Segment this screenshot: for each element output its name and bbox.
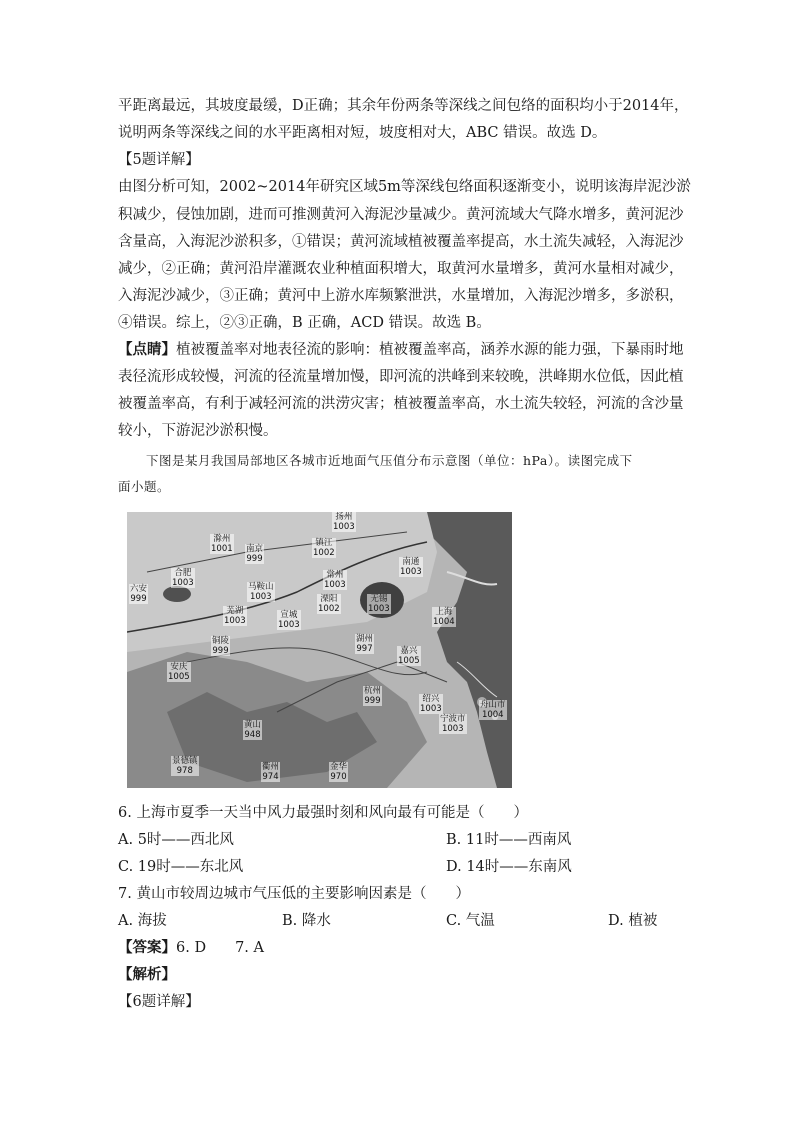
text-line: 积减少，侵蚀加剧，进而可推测黄河入海泥沙量减少。黄河流域大气降水增多，黄河泥沙	[118, 207, 684, 223]
city-label: 滁州 1001	[211, 534, 233, 554]
city-label: 景德镇 978	[172, 756, 198, 776]
tip-text: 植被覆盖率对地表径流的影响：植被覆盖率高，涵养水源的能力强，下暴雨时地	[176, 342, 684, 358]
section-heading: 【5题详解】	[118, 152, 200, 168]
q7-option-b: B. 降水	[282, 913, 331, 929]
q6-option-a: A. 5时——西北风	[118, 832, 234, 848]
answer-text: 6. D 7. A	[176, 940, 264, 956]
city-label: 芜湖 1003	[224, 606, 246, 626]
city-label: 宁波市 1003	[440, 714, 466, 734]
q7-option-a: A. 海拔	[118, 913, 167, 929]
city-label: 绍兴 1003	[420, 694, 442, 714]
pressure-map	[127, 512, 512, 788]
section-heading: 【6题详解】	[118, 994, 200, 1010]
city-label: 舟山市 1004	[480, 700, 506, 720]
text-line: 含量高，入海泥沙淤积多，①错误；黄河流域植被覆盖率提高，水土流失减轻，入海泥沙	[118, 234, 684, 250]
city-label: 宣城 1003	[278, 610, 300, 630]
city-label: 无锡 1003	[368, 594, 390, 614]
city-label: 金华 970	[330, 762, 348, 782]
city-label: 南通 1003	[400, 557, 422, 577]
tip-line	[118, 340, 684, 360]
city-label: 马鞍山 1003	[248, 582, 274, 602]
city-label: 安庆 1005	[168, 662, 190, 682]
city-label: 常州 1003	[324, 570, 346, 590]
text-line: 减少，②正确；黄河沿岸灌溉农业种植面积增大，取黄河水量增多，黄河水量相对减少，	[118, 261, 684, 277]
city-label: 上海 1004	[433, 607, 455, 627]
text-line: 被覆盖率高，有利于减轻河流的洪涝灾害；植被覆盖率高，水土流失较轻，河流的含沙量	[118, 396, 684, 412]
city-label: 嘉兴 1005	[398, 646, 420, 666]
q6-option-c: C. 19时——东北风	[118, 859, 244, 875]
text-line: 入海泥沙减少，③正确；黄河中上游水库频繁泄洪，水量增加，入海泥沙增多，多淤积，	[118, 288, 684, 304]
text-line: ④错误。综上，②③正确，B 正确，ACD 错误。故选 B。	[118, 315, 491, 331]
q6-option-d: D. 14时——东南风	[446, 859, 572, 875]
text-line: 较小，下游泥沙淤积慢。	[118, 423, 278, 439]
city-label: 扬州 1003	[333, 512, 355, 532]
analysis-heading: 【解析】	[118, 966, 176, 983]
figure-caption: 下图是某月我国局部地区各城市近地面气压值分布示意图（单位：hPa）。读图完成下 面小题。	[118, 453, 633, 494]
q7-option-d: D. 植被	[608, 913, 658, 929]
q7-option-c: C. 气温	[446, 913, 495, 929]
question-7-stem: 7. 黄山市较周边城市气压低的主要影响因素是（ ）	[118, 886, 470, 902]
question-6-stem: 6. 上海市夏季一天当中风力最强时刻和风向最有可能是（ ）	[118, 805, 528, 821]
text-line: 说明两条等深线之间的水平距离相对短，坡度相对大，ABC 错误。故选 D。	[118, 125, 607, 141]
text-line: 平距离最远，其坡度最缓，D正确；其余年份两条等深线之间包络的面积均小于2014年，	[118, 98, 689, 114]
city-label: 黄山 948	[244, 720, 262, 740]
city-label: 六安 999	[130, 584, 148, 604]
city-label: 合肥 1003	[172, 568, 194, 588]
city-label: 溧阳 1002	[318, 594, 340, 614]
text-line: 表径流形成较慢，河流的径流量增加慢，即河流的洪峰到来较晚，洪峰期水位低，因此植	[118, 369, 684, 385]
city-label: 湖州 997	[356, 634, 374, 654]
city-label: 衢州 974	[262, 762, 280, 782]
tip-label: 【点睛】	[118, 341, 176, 358]
text-line: 由图分析可知，2002~2014年研究区域5m等深线包络面积逐渐变小，说明该海岸泥沙淤	[118, 179, 691, 195]
city-label: 杭州 999	[364, 686, 382, 706]
city-label: 铜陵 999	[212, 636, 230, 656]
city-label: 南京 999	[246, 544, 264, 564]
answer-line	[118, 938, 264, 958]
answer-label: 【答案】	[118, 939, 176, 956]
city-label: 镇江 1002	[313, 538, 335, 558]
q6-option-b: B. 11时——西南风	[446, 832, 572, 848]
